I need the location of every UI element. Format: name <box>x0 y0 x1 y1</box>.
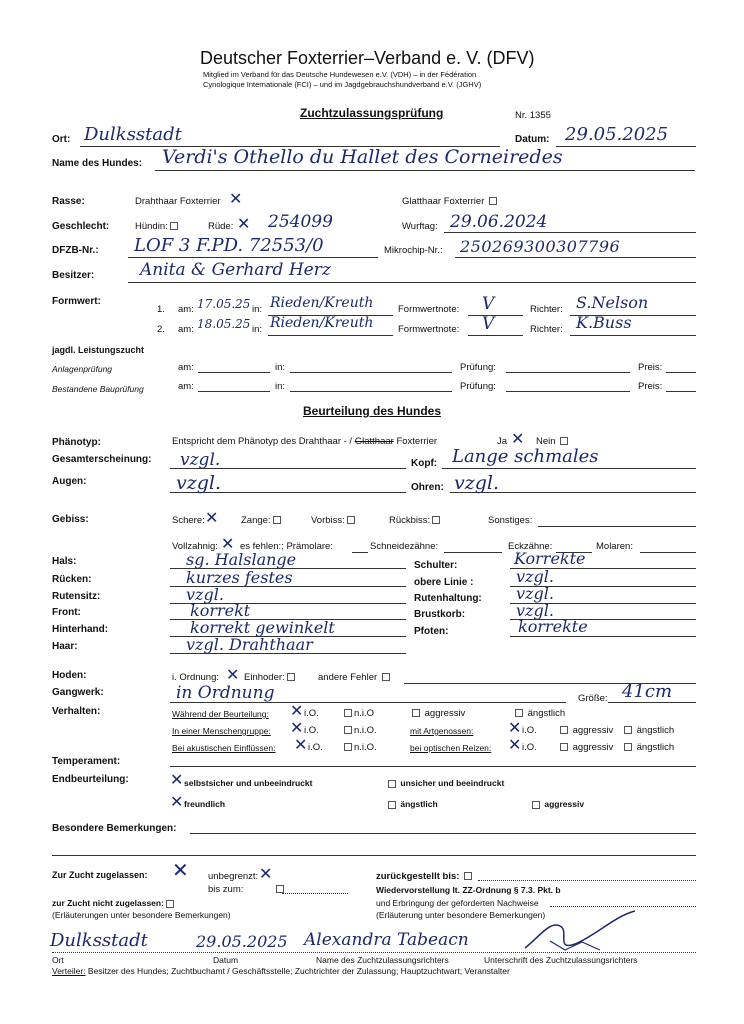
ort-label: Ort: <box>52 134 71 145</box>
unsicher-option: unsicher und beeindruckt <box>386 778 504 788</box>
rasse-glatthaar: Glatthaar Foxterrier <box>402 196 499 207</box>
footer-ort-value: Dulksstadt <box>50 930 148 951</box>
verhalten-row-1-label: Während der Beurteilung: <box>172 709 269 719</box>
formwert-row-1-num: 1. <box>157 304 165 315</box>
chip-label: Mikrochip-Nr.: <box>384 245 443 256</box>
jagd-row-1-preis-line <box>666 372 696 373</box>
zurueckgestellt-checkbox[interactable] <box>464 872 472 880</box>
jagd-row-2-in-line <box>290 391 452 392</box>
groesse-value: 41cm <box>622 681 673 702</box>
verteiler-text: Verteiler: Besitzer des Hundes; Zuchtbuchamt / Geschäftsstelle; Zuchtrichter der Zulassung; Hauptzuchtwart; Veranstalter <box>52 966 510 976</box>
jagd-row-1-am: am: <box>178 362 194 373</box>
footer-ort-label: Ort <box>52 955 64 965</box>
hals-label: Hals: <box>52 556 77 567</box>
pfoten-label: Pfoten: <box>414 626 449 637</box>
huendin-checkbox[interactable] <box>170 222 178 230</box>
andere-fehler-checkbox[interactable] <box>382 673 390 681</box>
unbegrenzt-label: unbegrenzt: <box>208 871 259 882</box>
signature-image <box>520 906 640 956</box>
gangwerk-label: Gangwerk: <box>52 687 104 698</box>
bemerkungen-line-2 <box>52 855 696 856</box>
gebiss-zange: Zange: <box>241 515 283 526</box>
bauprüfung-label: Bestandene Bauprüfung <box>52 384 144 394</box>
vollzahnig-label: Vollzahnig: <box>172 541 218 552</box>
chip-line <box>455 257 696 258</box>
rutensitz-label: Rutensitz: <box>52 591 101 602</box>
row-2-aggressiv-checkbox[interactable] <box>560 726 568 734</box>
org-subtitle-2: Cynologique Internationale (FCI) – und im Jagdgebrauchshundverband e.V. (JGHV) <box>203 80 482 89</box>
phaenotyp-nein: Nein <box>536 436 570 447</box>
zucht-zugelassen-label: Zur Zucht zugelassen: <box>52 870 148 880</box>
jagd-row-1-in: in: <box>275 362 286 373</box>
jagd-row-2-preis: Preis: <box>638 381 663 392</box>
gebiss-rueckbiss: Rückbiss: <box>389 515 442 526</box>
rasse-label: Rasse: <box>52 196 85 207</box>
bis-zum-line <box>282 893 348 894</box>
formwert-row-1-note-label: Formwertnote: <box>398 304 460 315</box>
hinterhand-value: korrekt gewinkelt <box>190 618 335 637</box>
erbringung-note: (Erläuterung unter besondere Bemerkungen) <box>376 910 546 920</box>
ruecken-value: kurzes festes <box>186 568 293 587</box>
verhalten-row-1-aggressiv: aggressiv <box>410 708 465 719</box>
formwert-row-2-am: am: <box>178 324 194 335</box>
wurftag-value: 29.06.2024 <box>450 212 548 232</box>
jagd-row-1-pruefung-line <box>506 372 630 373</box>
verhalten-row-2-label: In einer Menschengruppe: <box>172 726 271 736</box>
formwert-row-1-date: 17.05.25 <box>197 297 251 311</box>
verhalten-row-3-nio: n.i.O. <box>342 742 377 753</box>
name-label: Name des Hundes: <box>52 158 143 169</box>
formwert-row-2-place: Rieden/Kreuth <box>270 315 374 331</box>
unsicher-checkbox[interactable] <box>388 780 396 788</box>
jagd-row-2-pruefung: Prüfung: <box>460 381 496 392</box>
molaren-label: Molaren: <box>596 541 633 552</box>
ruede-option: Rüde: <box>208 221 234 232</box>
gebiss-sonstiges: Sonstiges: <box>488 515 533 526</box>
verhalten-row-1-io-check[interactable]: ✕ <box>290 701 304 720</box>
hoden-ordnung: i. Ordnung: <box>172 672 219 683</box>
ohren-label: Ohren: <box>411 482 444 493</box>
erbringung-text: und Erbringung der geforderten Nachweise <box>376 898 539 908</box>
vorbiss-checkbox[interactable] <box>347 516 355 524</box>
beurteilung-title: Beurteilung des Hundes <box>303 404 442 418</box>
phaenotyp-label: Phänotyp: <box>52 437 101 448</box>
row-3-aggressiv-checkbox[interactable] <box>560 743 568 751</box>
aengstlich-option: ängstlich <box>386 799 438 809</box>
form-number: Nr. 1355 <box>515 110 551 121</box>
footer-unterschrift-label: Unterschrift des Zuchtzulassungsrichters <box>484 955 638 965</box>
wurftag-label: Wurftag: <box>402 221 438 232</box>
gebiss-label: Gebiss: <box>52 514 89 525</box>
bis-zum-label: bis zum: <box>208 884 286 895</box>
nicht-zugelassen-note: (Erläuterungen unter besondere Bemerkungen) <box>52 910 231 920</box>
zucht-zugelassen-check[interactable]: ✕ <box>172 858 189 882</box>
formwert-row-2-richter-label: Richter: <box>530 324 563 335</box>
verhalten-row-1-io: i.O. <box>304 708 319 719</box>
verhalten-row-2-io: i.O. <box>304 725 319 736</box>
gangwerk-value: in Ordnung <box>176 683 275 703</box>
dfzb-value: LOF 3 F.PD. 72553/0 <box>134 235 324 256</box>
formwert-row-2-num: 2. <box>157 324 165 335</box>
aengstlich-checkbox[interactable] <box>388 801 396 809</box>
rasse-drahthaar: Drahthaar Foxterrier <box>135 196 221 207</box>
gebiss-schere: Schere: <box>172 515 205 526</box>
nicht-zugelassen-label: zur Zucht nicht zugelassen: <box>52 898 176 908</box>
temperament-line <box>170 766 696 767</box>
haar-label: Haar: <box>52 641 78 652</box>
augen-value: vzgl. <box>176 472 222 494</box>
verhalten-row-2-nio: n.i.O. <box>342 725 377 736</box>
schere-check[interactable]: ✕ <box>205 508 219 527</box>
formwert-row-1-note-line <box>468 315 523 316</box>
hinterhand-label: Hinterhand: <box>52 624 109 635</box>
verhalten-row-3-label: Bei akustischen Einflüssen: <box>172 743 276 753</box>
besitzer-line <box>128 282 696 283</box>
formwert-row-2-in: in: <box>252 324 263 335</box>
verhalten-row-2-artgenossen: mit Artgenossen: <box>410 726 474 736</box>
schulter-value: Korrekte <box>514 549 586 568</box>
verhalten-row-2-io2: i.O. <box>522 725 537 736</box>
hoden-ordnung-check[interactable]: ✕ <box>226 665 240 684</box>
gebiss-vorbiss: Vorbiss: <box>311 515 357 526</box>
schulter-label: Schulter: <box>414 560 458 571</box>
unbegrenzt-check[interactable]: ✕ <box>259 864 273 883</box>
row-2-nio-checkbox[interactable] <box>344 726 352 734</box>
phaenotyp-ja: Ja <box>497 436 508 447</box>
rueckbiss-checkbox[interactable] <box>432 516 440 524</box>
fehlen-label: es fehlen:; Prämolare: <box>240 541 333 552</box>
footer-datum-value: 29.05.2025 <box>196 932 288 951</box>
row-1-aggressiv-checkbox[interactable] <box>412 709 420 717</box>
schneide-label: Schneidezähne: <box>370 541 439 552</box>
footer-name-label: Name des Zuchtzulassungsrichters <box>316 955 449 965</box>
verhalten-row-3-aggressiv: aggressiv <box>558 742 613 753</box>
aggressiv-checkbox[interactable] <box>532 801 540 809</box>
row-1-aengstlich-checkbox[interactable] <box>515 709 523 717</box>
ohren-value: vzgl. <box>454 472 500 494</box>
bemerkungen-line-1 <box>190 833 696 834</box>
temperament-label: Temperament: <box>52 756 121 767</box>
haar-value: vzgl. Drahthaar <box>186 635 313 654</box>
brustkorb-value: vzgl. <box>516 601 554 620</box>
schneide-line <box>444 552 502 553</box>
verhalten-row-2-aengstlich: ängstlich <box>622 725 674 736</box>
jagd-row-1-in-line <box>290 372 452 373</box>
zurueckgestellt-label: zurückgestellt bis: <box>376 871 474 882</box>
pfoten-value: korrekte <box>518 617 588 636</box>
footer-richter-value: Alexandra Tabeacn <box>304 930 469 950</box>
jagd-row-2-pruefung-line <box>506 391 630 392</box>
einhoder-checkbox[interactable] <box>287 673 295 681</box>
jagd-row-1-pruefung: Prüfung: <box>460 362 496 373</box>
phaenotyp-text: Entspricht dem Phänotyp des Drahthaar - / Glatthaar Foxterrier <box>172 436 438 447</box>
org-subtitle-1: Mitglied im Verband für das Deutsche Hundewesen e.V. (VDH) – in der Fédération <box>203 70 477 79</box>
groesse-line <box>608 702 696 703</box>
besitzer-label: Besitzer: <box>52 270 95 281</box>
org-title: Deutscher Foxterrier–Verband e. V. (DFV) <box>200 48 535 68</box>
obere-linie-value: vzgl. <box>516 567 554 586</box>
front-value: korrekt <box>190 601 251 620</box>
name-value: Verdi's Othello du Hallet des Corneiredes <box>162 146 563 168</box>
freundlich-option: freundlich <box>184 799 226 809</box>
verhalten-row-1-nio: n.i.O <box>342 708 374 719</box>
sonstiges-line <box>538 526 696 527</box>
datum-line <box>556 146 696 147</box>
jagd-row-1-preis: Preis: <box>638 362 663 373</box>
formwert-row-1-in: in: <box>252 304 263 315</box>
dfzb-line <box>128 257 378 258</box>
vollzahnig-check[interactable]: ✕ <box>221 534 235 553</box>
row-3-aengstlich-checkbox[interactable] <box>624 743 632 751</box>
bemerkungen-label: Besondere Bemerkungen: <box>52 823 177 834</box>
verhalten-row-2-aggressiv: aggressiv <box>558 725 613 736</box>
jagd-row-2-am: am: <box>178 381 194 392</box>
pfoten-line <box>510 636 696 637</box>
ruede-check[interactable]: ✕ <box>237 214 251 233</box>
verhalten-row-3-io: i.O. <box>308 742 323 753</box>
formwert-row-2-note-line <box>468 335 523 336</box>
kopf-value: Lange schmales <box>452 446 599 467</box>
jagd-row-2-preis-line <box>666 391 696 392</box>
obere-linie-label: obere Linie : <box>414 577 474 588</box>
kopf-label: Kopf: <box>411 458 438 469</box>
chip-value: 250269300307796 <box>460 237 621 256</box>
front-label: Front: <box>52 607 81 618</box>
wiedervorstellung-text: Wiedervorstellung lt. ZZ-Ordnung § 7.3. Pkt. b <box>376 885 561 895</box>
verhalten-row-3-io2: i.O. <box>522 742 537 753</box>
formwert-row-1-richter: S.Nelson <box>576 293 649 312</box>
huendin-option: Hündin: <box>135 221 180 232</box>
footer-datum-label: Datum <box>213 955 239 965</box>
row-3-nio-checkbox[interactable] <box>344 743 352 751</box>
dfzb-label: DFZB-Nr.: <box>52 245 99 256</box>
aggressiv-option: aggressiv <box>530 799 584 809</box>
formwert-row-1-note: V <box>482 294 495 314</box>
formwert-label: Formwert: <box>52 296 101 307</box>
molaren-line <box>640 552 696 553</box>
zurueckgestellt-line <box>478 880 696 881</box>
selbstsicher-option: selbstsicher und unbeeindruckt <box>184 778 313 788</box>
kopf-line <box>442 468 696 469</box>
datum-value: 29.05.2025 <box>565 124 669 145</box>
hals-value: sg. Halslange <box>186 550 297 569</box>
formwert-row-2-note: V <box>482 314 495 334</box>
verhalten-row-3-optisch: bei optischen Reizen: <box>410 743 492 753</box>
nein-checkbox[interactable] <box>560 437 568 445</box>
anlagenpruefung-label: Anlagenprüfung <box>52 364 113 374</box>
formwert-row-2-richter: K.Buss <box>576 313 632 332</box>
hoden-einhoder: Einhoder: <box>244 672 297 683</box>
verhalten-row-3-io2-check[interactable]: ✕ <box>508 735 522 754</box>
hoden-andere: andere Fehler <box>318 672 392 683</box>
geschlecht-label: Geschlecht: <box>52 221 110 232</box>
hoden-label: Hoden: <box>52 670 87 681</box>
rasse-drahthaar-check[interactable]: ✕ <box>229 189 243 208</box>
datum-label: Datum: <box>515 134 550 145</box>
formwert-row-2-richter-line <box>570 335 696 336</box>
formwert-row-1-place: Rieden/Kreuth <box>270 295 374 311</box>
zange-checkbox[interactable] <box>273 516 281 524</box>
formwert-row-2-note-label: Formwertnote: <box>398 324 460 335</box>
verhalten-label: Verhalten: <box>52 706 101 717</box>
rutenhaltung-value: vzgl. <box>516 584 554 603</box>
endbeurteilung-label: Endbeurteilung: <box>52 774 129 785</box>
eck-label: Eckzähne: <box>508 541 553 552</box>
augen-label: Augen: <box>52 476 87 487</box>
formwert-row-2-date: 18.05.25 <box>197 317 251 331</box>
row-1-nio-checkbox[interactable] <box>344 709 352 717</box>
brustkorb-label: Brustkorb: <box>414 609 466 620</box>
jagd-row-2-am-line <box>198 391 270 392</box>
form-title: Zuchtzulassungsprüfung <box>300 106 444 120</box>
ruecken-label: Rücken: <box>52 574 92 585</box>
jagd-row-2-in: in: <box>275 381 286 392</box>
formwert-row-2-line <box>268 335 393 336</box>
selbstsicher-check[interactable]: ✕ <box>170 770 184 789</box>
verhalten-row-2-io-check[interactable]: ✕ <box>290 718 304 737</box>
praemolare-line <box>352 552 368 553</box>
rutensitz-value: vzgl. <box>186 585 224 604</box>
groesse-label: Größe: <box>578 693 608 704</box>
besitzer-value: Anita & Gerhard Herz <box>140 260 331 280</box>
wurftag-line <box>444 232 696 233</box>
freundlich-check[interactable]: ✕ <box>170 792 184 811</box>
jagd-row-1-am-line <box>198 372 270 373</box>
nicht-zugelassen-checkbox[interactable] <box>166 900 174 908</box>
phaenotyp-ja-check[interactable]: ✕ <box>511 429 525 448</box>
verhalten-row-3-io-check[interactable]: ✕ <box>294 735 308 754</box>
ruede-number: 254099 <box>268 212 333 232</box>
verhalten-row-1-aengstlich: ängstlich <box>513 708 565 719</box>
verhalten-row-3-aengstlich: ängstlich <box>622 742 674 753</box>
gesamt-value: vzgl. <box>180 450 221 470</box>
ort-value: Dulksstadt <box>84 124 182 145</box>
name-line <box>155 170 695 171</box>
glatthaar-checkbox[interactable] <box>489 197 497 205</box>
verhalten-row-2-io2-check[interactable]: ✕ <box>508 718 522 737</box>
formwert-row-1-richter-label: Richter: <box>530 304 563 315</box>
rutenhaltung-label: Rutenhaltung: <box>414 593 482 604</box>
jagd-label: jagdl. Leistungszucht <box>52 345 145 355</box>
row-2-aengstlich-checkbox[interactable] <box>624 726 632 734</box>
gesamt-label: Gesamterscheinung: <box>52 454 152 465</box>
footer-signature-line <box>52 952 696 953</box>
formwert-row-1-am: am: <box>178 304 194 315</box>
